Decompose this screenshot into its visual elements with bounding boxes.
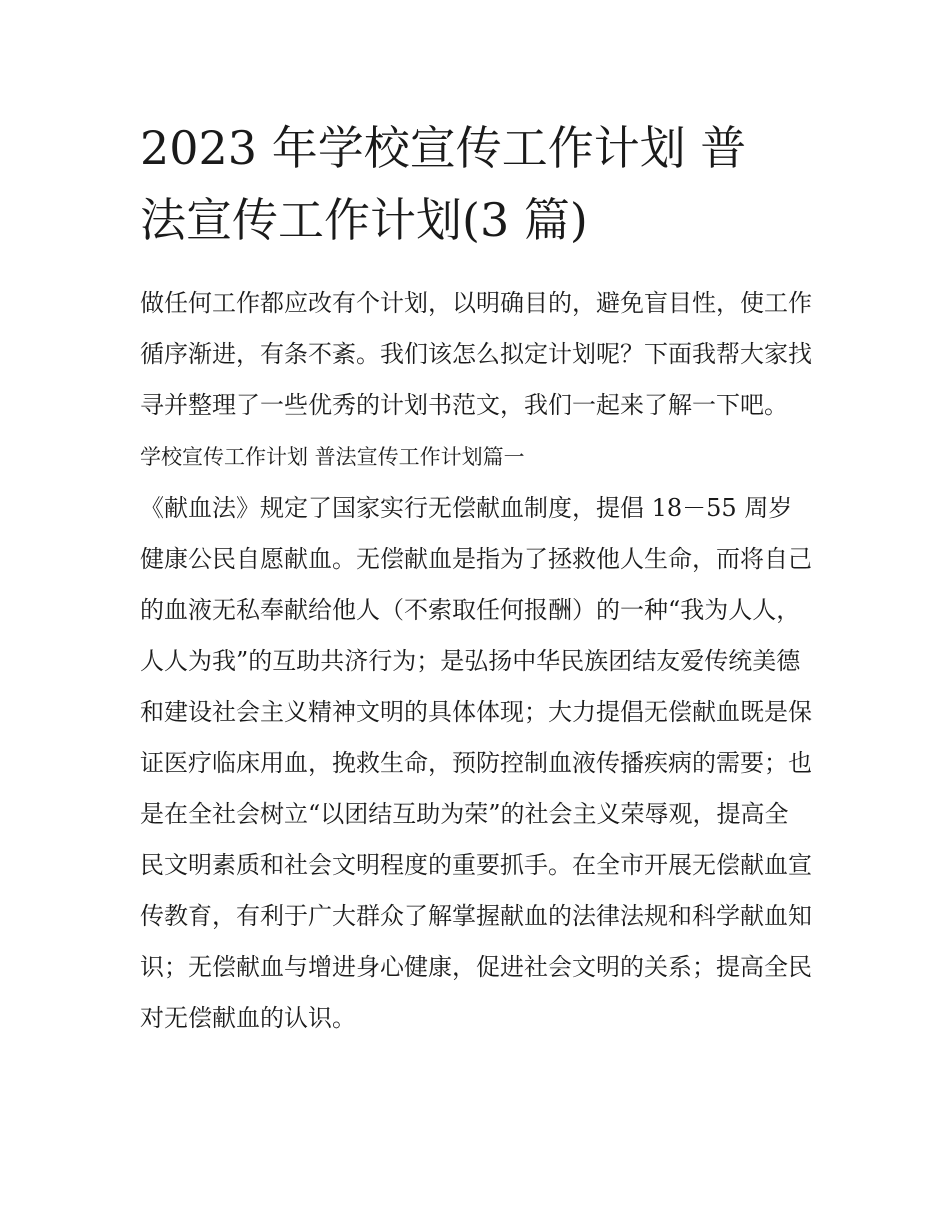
document-body <box>140 278 812 1044</box>
title-line-2: 法宣传工作计划(3 篇) <box>140 193 588 247</box>
document-title <box>140 112 812 256</box>
document-page <box>140 112 812 1044</box>
title-line-1: 2023 年学校宣传工作计划 普 <box>140 121 747 175</box>
section-heading: 学校宣传工作计划 普法宣传工作计划篇一 <box>140 445 525 469</box>
intro-paragraph: 做任何工作都应改有个计划，以明确目的，避免盲目性，使工作循序渐进，有条不紊。我们该怎么拟定计划呢？下面我帮大家找寻并整理了一些优秀的计划书范文，我们一起来了解一下吧。 <box>140 289 812 419</box>
section-paragraph: 《献血法》规定了国家实行无偿献血制度，提倡 18－55 周岁健康公民自愿献血。无偿献血是指为了拯救他人生命，而将自己的血液无私奉献给他人（不索取任何报酬）的一种“我为人人，人人为我”的互助共济行为；是弘扬中华民族团结友爱传统美德和建设社会主义精神文明的具体体现；大力提倡无偿献血既是保证医疗临床用血，挽救生命，预防控制血液传播疾病的需要；也是在全社会树立“以团结互助为荣”的社会主义荣辱观，提高全民文明素质和社会文明程度的重要抓手。在全市开展无偿献血宣传教育，有利于广大群众了解掌握献血的法律法规和科学献血知识；无偿献血与增进身心健康，促进社会文明的关系；提高全民对无偿献血的认识。 <box>140 494 812 1032</box>
